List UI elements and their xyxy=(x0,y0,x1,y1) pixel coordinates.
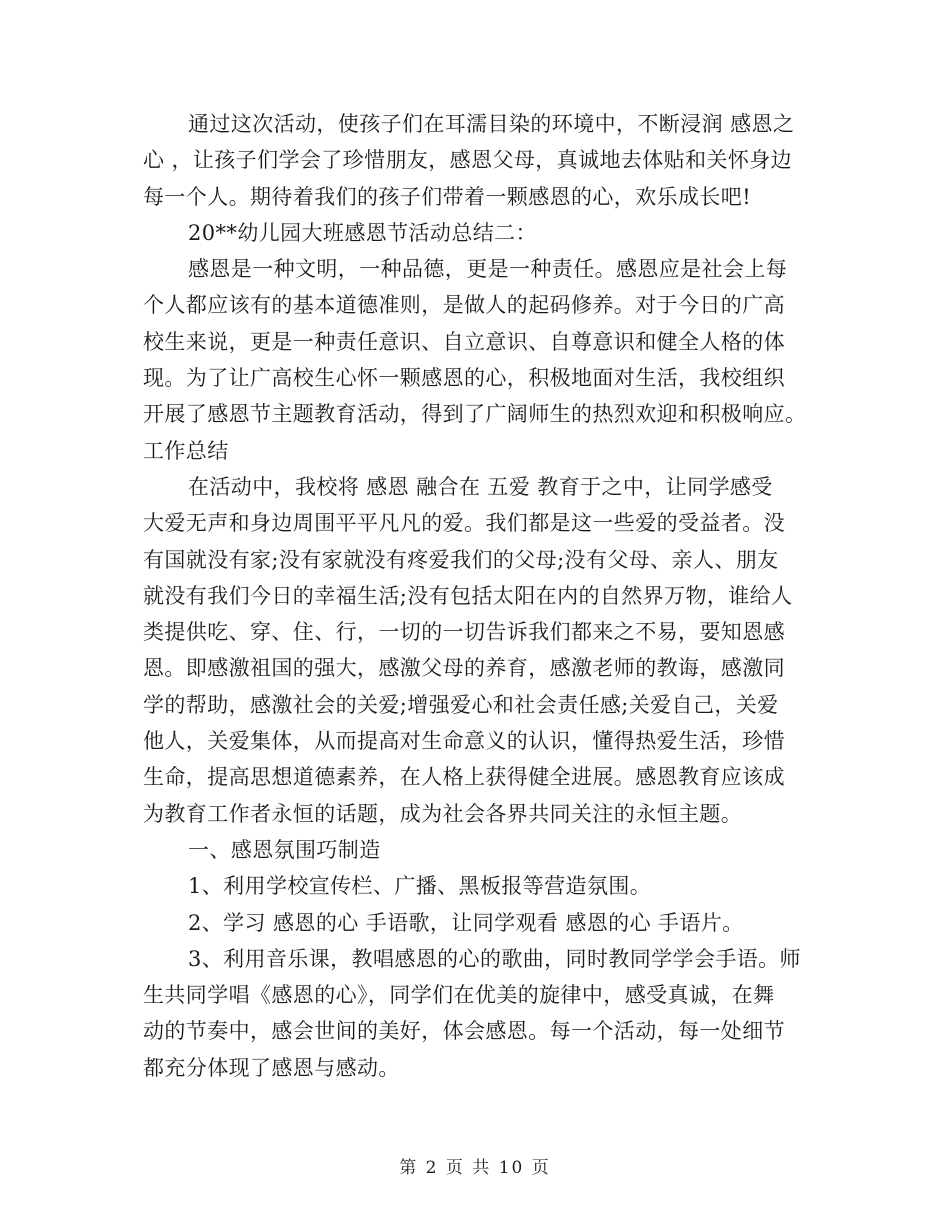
text-line: 每一个人。期待着我们的孩子们带着一颗感恩的心，欢乐成长吧! xyxy=(143,184,752,209)
text-line: 现。为了让广高校生心怀一颗感恩的心，积极地面对生活，我校组织 xyxy=(143,366,785,391)
total-pages-number: 10 xyxy=(498,1158,525,1178)
footer-prefix: 第 xyxy=(399,1158,419,1178)
text-line: 类提供吃、穿、住、行，一切的一切告诉我们都来之不易，要知恩感 xyxy=(143,620,785,645)
text-line: 恩。即感激祖国的强大，感激父母的养育，感激老师的教诲，感激同 xyxy=(143,656,785,681)
text-line: 大爱无声和身边周围平平凡凡的爱。我们都是这一些爱的受益者。没 xyxy=(143,511,785,536)
list-item: 3、利用音乐课，教唱感恩的心的歌曲，同时教同学学会手语。师 xyxy=(188,946,801,971)
text-line: 动的节奏中，感会世间的美好，体会感恩。每一个活动，每一处细节 xyxy=(143,1019,785,1044)
section-heading: 一、感恩氛围巧制造 xyxy=(188,837,381,862)
section-heading: 20**幼儿园大班感恩节活动总结二： xyxy=(188,220,537,245)
text-line: 有国就没有家;没有家就没有疼爱我们的父母;没有父母、亲人、朋友 xyxy=(143,547,779,572)
text-line: 校生来说，更是一种责任意识、自立意识、自尊意识和健全人格的体 xyxy=(143,329,785,354)
text-line: 感恩是一种文明，一种品德，更是一种责任。感恩应是社会上每 xyxy=(188,257,788,282)
text-line: 生共同学唱《感恩的心》，同学们在优美的旋律中，感受真诚，在舞 xyxy=(143,983,775,1008)
text-line: 他人，关爱集体，从而提高对生命意义的认识，懂得热爱生活，珍惜 xyxy=(143,729,785,754)
list-item: 2、学习 感恩的心 手语歌，让同学观看 感恩的心 手语片。 xyxy=(188,910,744,935)
text-line: 为教育工作者永恒的话题，成为社会各界共同关注的永恒主题。 xyxy=(143,801,743,826)
footer-middle: 页 共 xyxy=(445,1158,492,1178)
document-body xyxy=(143,106,811,1086)
list-item: 1、利用学校宣传栏、广播、黑板报等营造氛围。 xyxy=(188,874,652,899)
text-line: 心 ，让孩子们学会了珍惜朋友，感恩父母，真诚地去体贴和关怀身边 xyxy=(143,148,793,173)
text-line: 就没有我们今日的幸福生活;没有包括太阳在内的自然界万物，谁给人 xyxy=(143,583,793,608)
text-line: 都充分体现了感恩与感动。 xyxy=(143,1055,400,1080)
text-line: 工作总结 xyxy=(143,438,229,463)
page-footer xyxy=(0,1153,950,1178)
text-line: 个人都应该有的基本道德准则，是做人的起码修养。对于今日的广高 xyxy=(143,293,785,318)
text-line: 生命，提高思想道德素养，在人格上获得健全进展。感恩教育应该成 xyxy=(143,765,785,790)
text-line: 开展了感恩节主题教育活动，得到了广阔师生的热烈欢迎和积极响应。 xyxy=(143,402,807,427)
footer-suffix: 页 xyxy=(531,1158,551,1178)
text-line: 在活动中，我校将 感恩 融合在 五爱 教育于之中，让同学感受 xyxy=(188,474,773,499)
text-line: 通过这次活动，使孩子们在耳濡目染的环境中，不断浸润 感恩之 xyxy=(188,112,795,136)
text-line: 学的帮助，感激社会的关爱;增强爱心和社会责任感;关爱自己，关爱 xyxy=(143,692,779,717)
current-page-number: 2 xyxy=(425,1158,439,1178)
